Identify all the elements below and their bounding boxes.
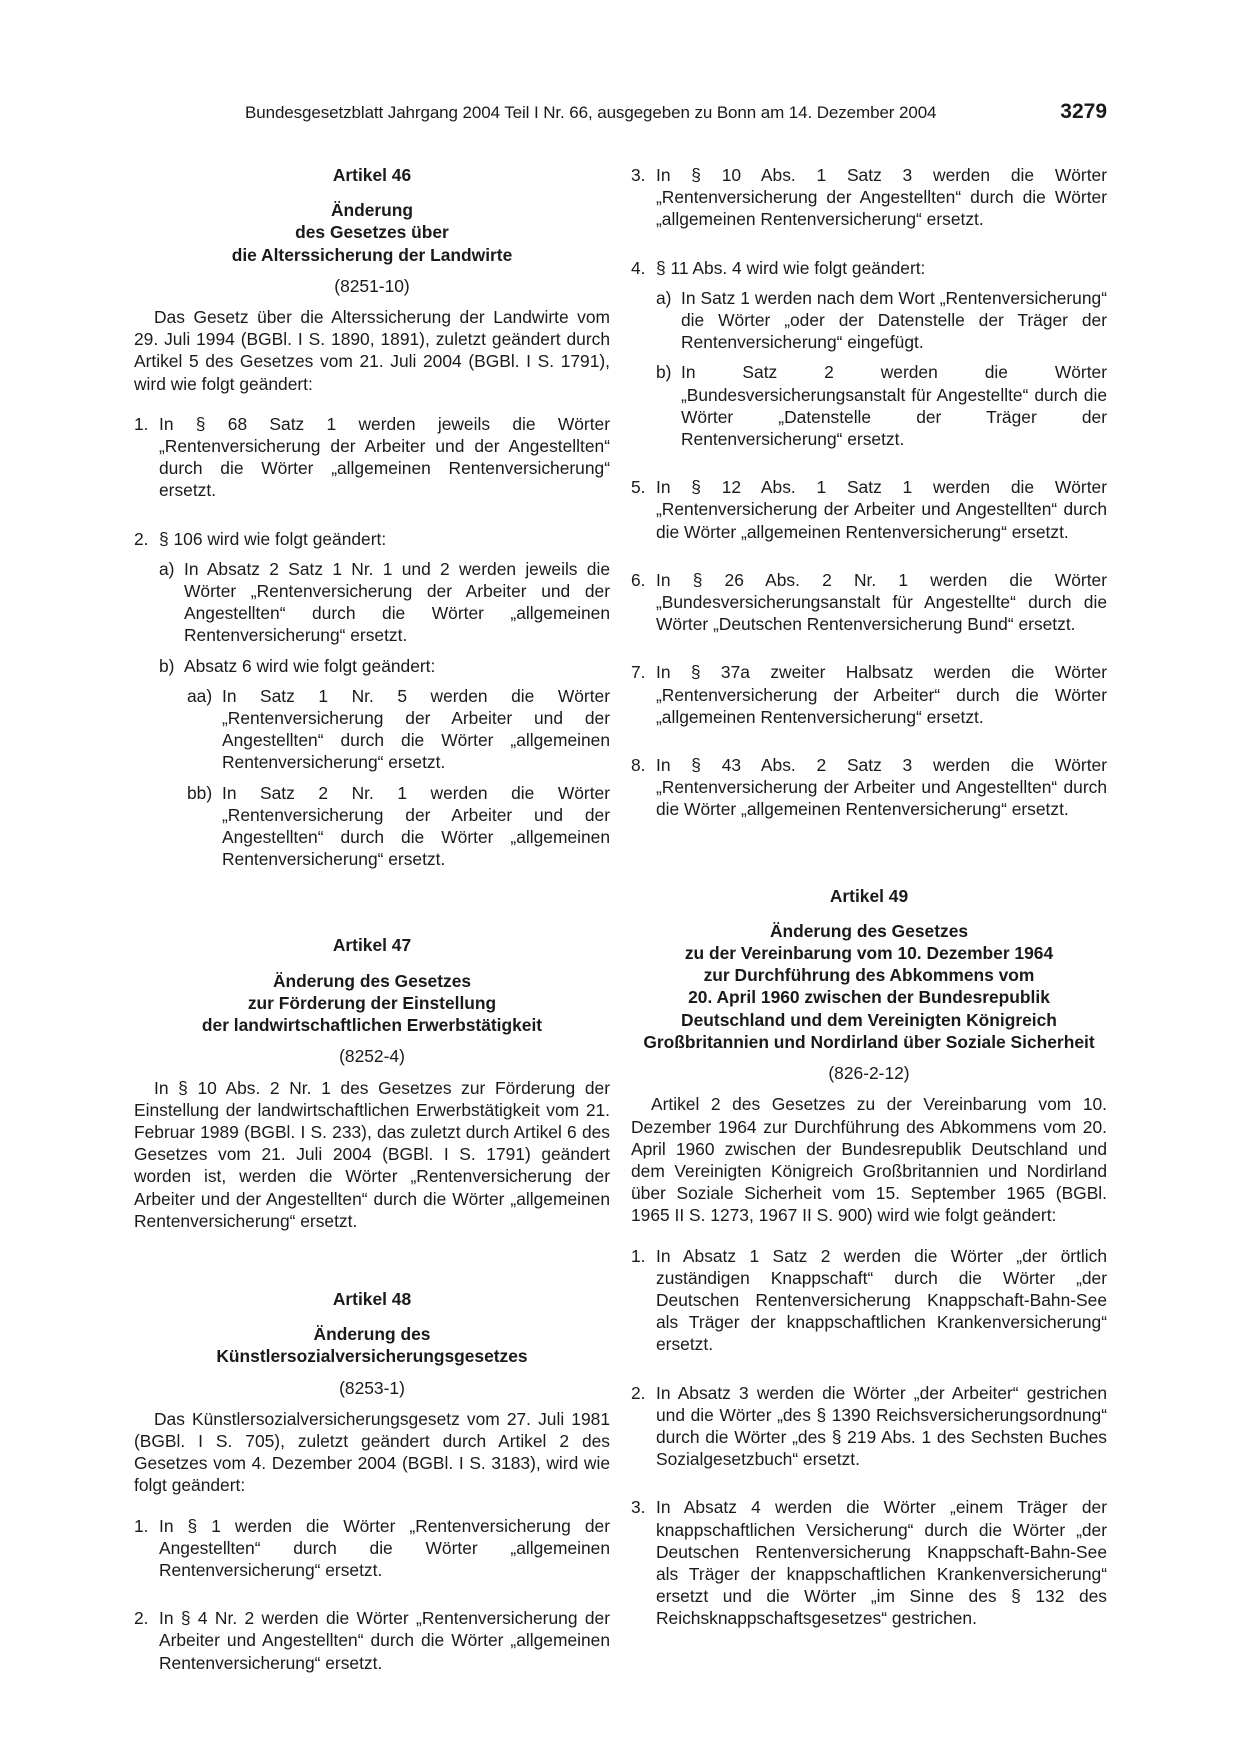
page-number: 3279 (1060, 100, 1107, 123)
list-item: 1. In § 1 werden die Wörter „Rentenversicherung der Angestellten“ durch die Wörter „allgemeinen Rentenversicherung“ ersetzt. (134, 1515, 610, 1580)
title-line: zur Durchführung des Abkommens vom (703, 965, 1035, 986)
list-item: 2. In Absatz 3 werden die Wörter „der Arbeiter“ gestrichen und die Wörter „des § 1390 Reichsversicherungsordnung“ durch die Wörter „des § 219 Abs. 1 des Sechsten Buches Sozialgesetzbuch“ ersetzt. (631, 1382, 1107, 1470)
article-number: Artikel 48 (332, 1288, 412, 1309)
title-line: der landwirtschaftlichen Erwerbstätigkeit (201, 1015, 543, 1036)
article-intro: Das Gesetz über die Alterssicherung der Landwirte vom 29. Juli 1994 (BGBl. I S. 1890, 1891), zuletzt geändert durch Artikel 5 des Gesetzes vom 21. Juli 2004 (BGBl. I S. 1791), wird wie folgt geändert: (134, 307, 610, 394)
list-subsubitem: aa) In Satz 1 Nr. 5 werden die Wörter „Rentenversicherung der Arbeiter und der Angestellten“ durch die Wörter „allgemeinen Rentenversicherung“ ersetzt. (187, 685, 610, 773)
article-title (134, 970, 610, 1037)
page-header (245, 100, 1107, 124)
title-line: Deutschland und dem Vereinigten Königreich (681, 1009, 1057, 1030)
article-intro: Das Künstlersozialversicherungsgesetz vom 27. Juli 1981 (BGBl. I S. 705), zuletzt geändert durch Artikel 2 des Gesetzes vom 4. Dezember 2004 (BGBl. I S. 3183), wird wie folgt geändert: (134, 1408, 610, 1496)
list-item: 5. In § 12 Abs. 1 Satz 1 werden die Wörter „Rentenversicherung der Arbeiter und Angestellten“ durch die Wörter „allgemeinen Rentenversicherung“ ersetzt. (631, 477, 1107, 542)
article-code: (8253-1) (339, 1377, 405, 1398)
title-line: Künstlersozialversicherungsgesetzes (216, 1346, 528, 1367)
article-title (134, 199, 610, 266)
title-line: Änderung des Gesetzes (769, 920, 969, 941)
list-subitem: b) In Satz 2 werden die Wörter „Bundesversicherungsanstalt für Angestellte“ durch die Wörter „Datenstelle der Träger der Rentenversicherung“ ersetzt. (656, 362, 1107, 450)
article-number: Artikel 46 (332, 165, 412, 185)
article-code: (826-2-12) (828, 1063, 910, 1084)
list-item: 6. In § 26 Abs. 2 Nr. 1 werden die Wörter „Bundesversicherungsanstalt für Angestellte“ durch die Wörter „Deutschen Rentenversicherung Bund“ ersetzt. (631, 569, 1107, 635)
article-48 (134, 1288, 610, 1674)
title-line: Änderung (330, 200, 414, 221)
title-line: Änderung des Gesetzes (272, 970, 472, 991)
list-item: 3. In Absatz 4 werden die Wörter „einem Träger der knappschaftlichen Versicherung“ durch die Wörter „der Deutschen Rentenversicherung Knappschaft-Bahn-See als Träger der knappschaftlichen Krankenversicherung“ ersetzt und die Wörter „im Sinne des § 132 des Reichsknappschaftsgesetzes“ gestrichen. (631, 1497, 1107, 1629)
list-subitem: a) In Satz 1 werden nach dem Wort „Rentenversicherung“ die Wörter „oder der Datenstelle der Träger der Rentenversicherung“ eingefügt. (656, 287, 1107, 353)
title-line: die Alterssicherung der Landwirte (231, 244, 513, 265)
article-46 (134, 164, 610, 870)
article-title (134, 1323, 610, 1367)
list-item: 2. § 106 wird wie folgt geändert: (134, 528, 387, 549)
article-47 (134, 934, 610, 1231)
title-line: Großbritannien und Nordirland über Soziale Sicherheit (643, 1031, 1095, 1052)
list-subitem: a) In Absatz 2 Satz 1 Nr. 1 und 2 werden jeweils die Wörter „Rentenversicherung der Arbeiter und der Angestellten“ durch die Wörter „allgemeinen Rentenversicherung“ ersetzt. (159, 558, 610, 646)
article-intro: Artikel 2 des Gesetzes zu der Vereinbarung vom 10. Dezember 1964 zur Durchführung des Abkommens vom 20. April 1960 zwischen der Bundesrepublik Deutschland und dem Vereinigten Königreich Großbritannien und Nordirland über Soziale Sicherheit vom 15. September 1965 (BGBl. 1965 II S. 1273, 1967 II S. 900) wird wie folgt geändert: (631, 1094, 1107, 1226)
list-item: 1. In § 68 Satz 1 werden jeweils die Wörter „Rentenversicherung der Arbeiter und der Angestellten“ durch die Wörter „allgemeinen Rentenversicherung“ ersetzt. (134, 413, 610, 501)
article-number: Artikel 47 (332, 935, 412, 956)
list-item: 2. In § 4 Nr. 2 werden die Wörter „Rentenversicherung der Arbeiter und Angestellten“ durch die Wörter „allgemeinen Rentenversicherung“ ersetzt. (134, 1608, 610, 1673)
list-item: 4. § 11 Abs. 4 wird wie folgt geändert: (631, 257, 926, 278)
title-line: zu der Vereinbarung vom 10. Dezember 1964 (684, 943, 1054, 964)
list-item: 7. In § 37a zweiter Halbsatz werden die Wörter „Rentenversicherung der Arbeiter“ durch die Wörter „allgemeinen Rentenversicherung“ ersetzt. (631, 662, 1107, 727)
list-item: 1. In Absatz 1 Satz 2 werden die Wörter „der örtlich zuständigen Knappschaft“ durch die Wörter „der Deutschen Rentenversicherung Knappschaft-Bahn-See als Träger der knappschaftlichen Krankenversicherung“ ersetzt. (631, 1245, 1107, 1355)
title-line: 20. April 1960 zwischen der Bundesrepublik (688, 987, 1050, 1008)
article-48-continued (631, 164, 1107, 821)
right-column (631, 164, 1107, 1638)
list-subsubitem: bb) In Satz 2 Nr. 1 werden die Wörter „Rentenversicherung der Arbeiter und der Angestellten“ durch die Wörter „allgemeinen Rentenversicherung“ ersetzt. (187, 782, 610, 870)
article-code: (8251-10) (334, 275, 410, 296)
left-column (134, 164, 610, 1682)
article-code: (8252-4) (339, 1046, 405, 1067)
article-49 (631, 885, 1107, 1630)
list-item: 3. In § 10 Abs. 1 Satz 3 werden die Wörter „Rentenversicherung der Angestellten“ durch die Wörter „allgemeinen Rentenversicherung“ ersetzt. (631, 165, 1107, 230)
list-subitem: b) Absatz 6 wird wie folgt geändert: (159, 655, 436, 676)
title-line: des Gesetzes über (295, 222, 449, 243)
running-title: Bundesgesetzblatt Jahrgang 2004 Teil I Nr. 66, ausgegeben zu Bonn am 14. Dezember 2004 (245, 103, 937, 122)
article-number: Artikel 49 (829, 885, 909, 906)
title-line: Änderung des (313, 1324, 431, 1345)
article-title (631, 920, 1107, 1053)
title-line: zur Förderung der Einstellung (247, 992, 497, 1013)
list-item: 8. In § 43 Abs. 2 Satz 3 werden die Wörter „Rentenversicherung der Arbeiter und Angestellten“ durch die Wörter „allgemeinen Rentenversicherung“ ersetzt. (631, 755, 1107, 820)
article-text: In § 10 Abs. 2 Nr. 1 des Gesetzes zur Förderung der Einstellung der landwirtschaftlichen Erwerbstätigkeit vom 21. Februar 1989 (BGBl. I S. 233), das zuletzt durch Artikel 6 des Gesetzes vom 21. Juli 2004 (BGBl. I S. 1791) geändert worden ist, werden die Wörter „Rentenversicherung der Arbeiter und der Angestellten“ durch die Wörter „allgemeinen Rentenversicherung“ ersetzt. (134, 1077, 610, 1231)
